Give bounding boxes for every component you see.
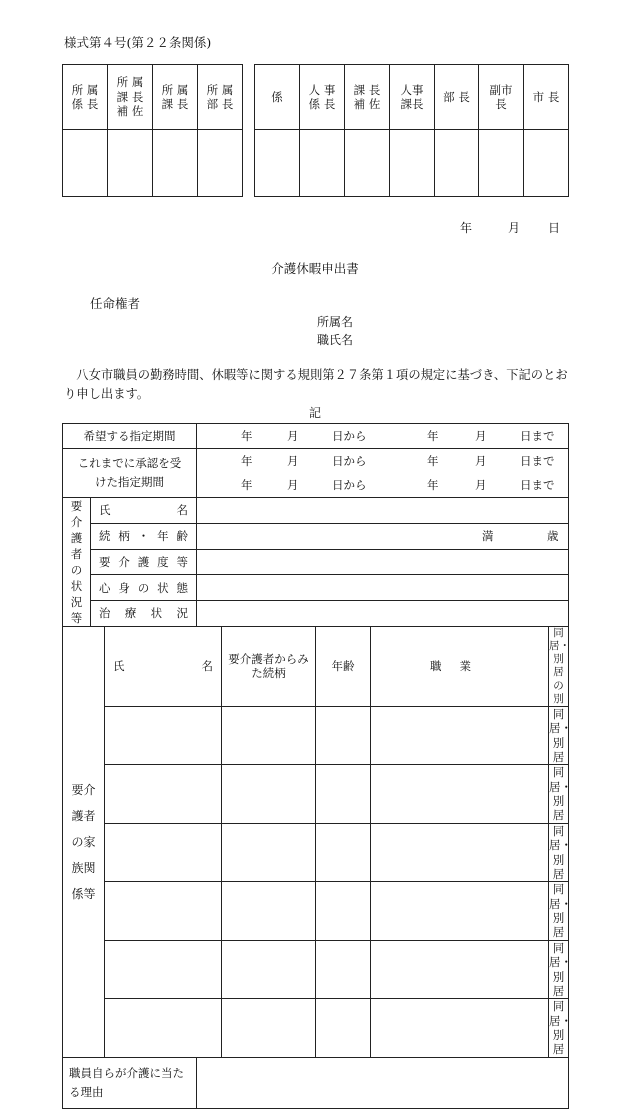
recipient-name-label: 氏名 [91,498,197,524]
family-age-cell[interactable] [316,765,371,824]
family-cohab-header: 同居・別居の別 [549,627,570,705]
stamp-cell[interactable] [435,130,479,197]
approval-table-left [62,64,243,197]
approval-header: 所 属 課 長 [153,65,198,130]
family-age-cell[interactable] [316,706,371,765]
cohab-cell[interactable]: 同居・別居 [549,823,572,881]
family-relation-cell[interactable] [222,765,316,824]
cohab-cell[interactable]: 同居・別居 [549,706,572,764]
family-name-header: 氏名 [105,627,222,707]
family-section-label: 要介護者の家族関係等 [63,627,105,1058]
family-job-cell[interactable] [371,706,549,765]
family-job-header: 職業 [371,627,549,707]
table-row [63,940,569,999]
stamp-cell[interactable] [108,130,153,197]
approval-header: 市 長 [524,65,569,130]
care-level-field[interactable] [197,549,569,575]
care-recipient-section-label: 要介護者の状況等 [63,498,91,627]
stamp-cell[interactable] [524,130,569,197]
table-row [63,706,569,765]
table-row [63,999,569,1058]
approval-header: 所 属 課 長 補 佐 [108,65,153,130]
main-form-table [62,423,572,1109]
reason-label: 職員自らが介護に当たる理由 [63,1057,197,1108]
family-name-cell[interactable] [105,999,222,1058]
stamp-cell[interactable] [198,130,243,197]
family-job-cell[interactable] [371,940,549,999]
treatment-field[interactable] [197,601,569,627]
table-row [63,823,569,882]
family-age-cell[interactable] [316,999,371,1058]
family-age-cell[interactable] [316,823,371,882]
recipient-relation-label: 続柄・年齢 [91,523,197,549]
name-label: 職氏名 [317,333,354,347]
requested-period-field[interactable]: 年 月 日から 年 月 日まで [197,424,569,449]
table-row [63,882,569,941]
family-job-cell[interactable] [371,765,549,824]
approved-period-field[interactable]: 年 月 日から 年 月 日まで [197,473,569,498]
stamp-cell[interactable] [153,130,198,197]
family-job-cell[interactable] [371,882,549,941]
approval-header: 人 事 係 長 [300,65,345,130]
cohab-cell[interactable]: 同居・別居 [549,940,572,998]
physical-mental-label: 心身の状態 [91,575,197,601]
date-year-label: 年 [460,221,473,235]
family-name-cell[interactable] [105,706,222,765]
family-job-cell[interactable] [371,823,549,882]
approval-header: 所 属 部 長 [198,65,243,130]
body-text: 八女市職員の勤務時間、休暇等に関する規則第２７条第１項の規定に基づき、下記のとおり申し出ます。 [64,368,568,401]
table-row [63,765,569,824]
approval-header: 部 長 [435,65,479,130]
physical-mental-field[interactable] [197,575,569,601]
approval-header: 副市 長 [479,65,524,130]
cohab-cell[interactable]: 同居・別居 [549,765,572,823]
cohab-cell[interactable]: 同居・別居 [549,882,572,940]
family-relation-header: 要介護者からみた続柄 [222,627,316,707]
stamp-cell[interactable] [479,130,524,197]
addressee: 任命権者 [90,296,141,311]
family-name-cell[interactable] [105,940,222,999]
approval-header: 係 [255,65,300,130]
family-age-header: 年齢 [316,627,371,707]
approval-header: 人事 課長 [390,65,435,130]
recipient-name-field[interactable] [197,498,569,524]
family-relation-cell[interactable] [222,706,316,765]
reason-field[interactable] [197,1057,569,1108]
stamp-cell[interactable] [63,130,108,197]
family-age-cell[interactable] [316,940,371,999]
cohab-cell[interactable]: 同居・別居 [549,999,572,1057]
approval-table-right [254,64,569,197]
stamp-cell[interactable] [345,130,390,197]
page-title: 介護休暇申出書 [271,261,359,276]
stamp-cell[interactable] [255,130,300,197]
family-name-cell[interactable] [105,882,222,941]
approved-period-field[interactable]: 年 月 日から 年 月 日まで [197,449,569,474]
approval-header: 課 長 補 佐 [345,65,390,130]
recipient-relation-field[interactable]: 満 歳 [197,523,569,549]
treatment-label: 治療状況 [91,601,197,627]
approved-period-label: これまでに承認を受けた指定期間 [63,449,197,498]
approval-header: 所 属 係 長 [63,65,108,130]
date-day-label: 日 [548,221,561,235]
family-relation-cell[interactable] [222,823,316,882]
stamp-cell[interactable] [390,130,435,197]
date-month-label: 月 [508,221,521,235]
family-name-cell[interactable] [105,765,222,824]
requested-period-label: 希望する指定期間 [63,424,197,449]
stamp-cell[interactable] [300,130,345,197]
ki-label: 記 [308,406,321,420]
family-name-cell[interactable] [105,823,222,882]
family-relation-cell[interactable] [222,999,316,1058]
family-relation-cell[interactable] [222,940,316,999]
family-job-cell[interactable] [371,999,549,1058]
family-age-cell[interactable] [316,882,371,941]
form-number: 様式第４号(第２２条関係) [64,35,212,50]
family-relation-cell[interactable] [222,882,316,941]
dept-label: 所属名 [317,315,354,329]
care-level-label: 要介護度等 [91,549,197,575]
